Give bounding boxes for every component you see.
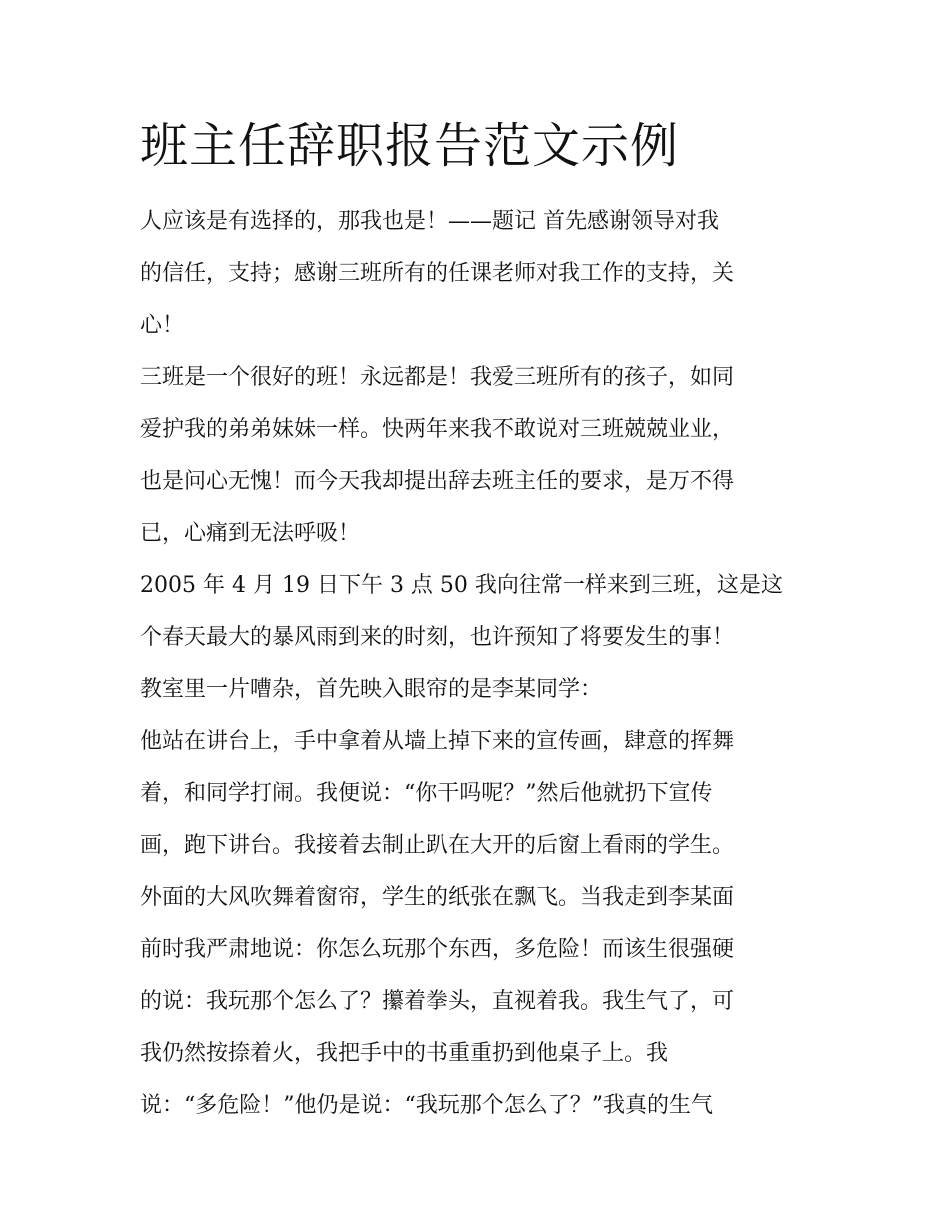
text-line: 也是问心无愧！而今天我却提出辞去班主任的要求，是万不得 [140,469,735,494]
text-line: 画，跑下讲台。我接着去制止趴在大开的后窗上看雨的学生。 [140,833,735,858]
text-line: 说：“多危险！”他仍是说：“我玩那个怎么了？”我真的生气 [140,1093,713,1118]
text-line: 的说：我玩那个怎么了？攥着拳头，直视着我。我生气了，可 [140,989,735,1014]
text-line: 三班是一个很好的班！永远都是！我爱三班所有的孩子，如同 [140,365,735,390]
text-line: 的信任，支持；感谢三班所有的任课老师对我工作的支持，关 [140,261,735,286]
text-line: 着，和同学打闹。我便说：“你干吗呢？”然后他就扔下宣传 [140,781,713,806]
text-line: 人应该是有选择的，那我也是！——题记 首先感谢领导对我 [140,209,719,234]
text-line: 个春天最大的暴风雨到来的时刻，也许预知了将要发生的事！ [140,625,735,650]
text-line: 我仍然按捺着火，我把手中的书重重扔到他桌子上。我 [140,1041,669,1066]
text-line: 前时我严肃地说：你怎么玩那个东西，多危险！而该生很强硬 [140,937,735,962]
text-line: 外面的大风吹舞着窗帘，学生的纸张在飘飞。当我走到李某面 [140,885,735,910]
text-line: 心！ [140,313,185,338]
text-line: 2005 年 4 月 19 日下午 3 点 50 我向往常一样来到三班，这是这 [140,573,783,598]
document-title: 班主任辞职报告范文示例 [140,118,680,174]
document-body [140,196,820,1132]
text-line: 他站在讲台上，手中拿着从墙上掉下来的宣传画，肆意的挥舞 [140,729,735,754]
text-line: 爱护我的弟弟妹妹一样。快两年来我不敢说对三班兢兢业业， [140,417,735,442]
text-line: 教室里一片嘈杂，首先映入眼帘的是李某同学： [140,677,603,702]
text-line: 已，心痛到无法呼吸！ [140,521,361,546]
